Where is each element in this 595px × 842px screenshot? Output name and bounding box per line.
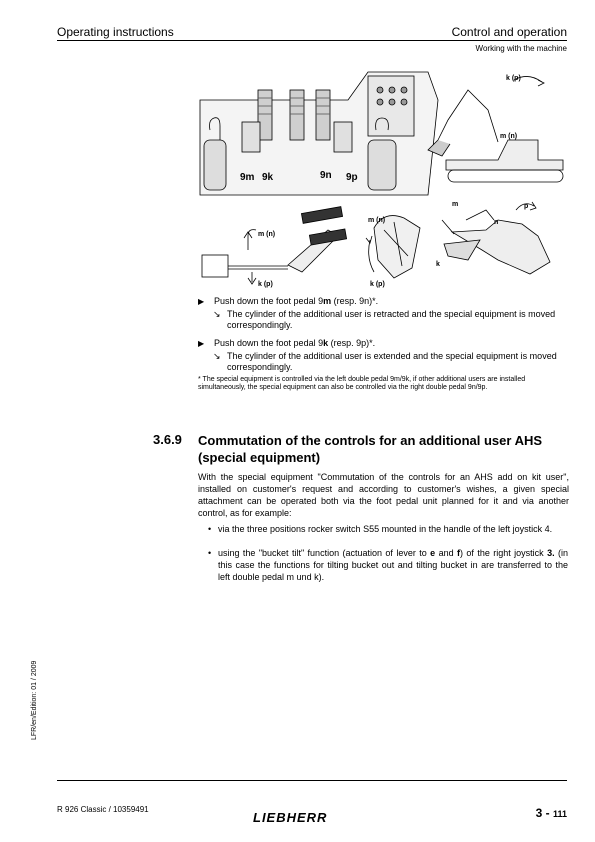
section-title: Commutation of the controls for an additional user AHS (special equipment): [198, 433, 543, 465]
edition-side-text: LFR/en/Edition: 01 / 2009: [31, 660, 38, 740]
label-m-right: m: [452, 201, 459, 208]
footnote: * The special equipment is controlled via the left double pedal 9m/9k, if other additional users are installed simultaneously, the special equipment can also be controlled via the right double pedal 9n/9p.: [198, 376, 526, 391]
list-item: • using the "bucket tilt" function (actuation of lever to e and f) of the right joystick 3. (in this case the functions for tilting bucket out and tilting bucket in are transferred to the left double pedal m und k).: [208, 548, 568, 582]
label-mn-top: m (n): [500, 133, 518, 140]
header-subtitle: Working with the machine: [475, 44, 567, 53]
list-item: • via the three positions rocker switch S55 mounted in the handle of the left joystick 4.: [208, 524, 553, 534]
header-rule: [57, 40, 567, 41]
step-2-action: ▶ Push down the foot pedal 9k (resp. 9p)*.: [198, 338, 376, 348]
label-n-right: n: [494, 219, 499, 226]
result-arrow-icon: ↘: [213, 351, 221, 361]
liebherr-logo: LIEBHERR: [253, 810, 328, 825]
section-number: 3.6.9: [153, 432, 182, 447]
header-right-title: Control and operation: [451, 25, 567, 39]
label-kp-top: k (p): [506, 75, 521, 82]
label-9m: 9m: [240, 172, 255, 183]
step-1-action: ▶ Push down the foot pedal 9m (resp. 9n)*.: [198, 296, 379, 306]
footer-rule: [57, 780, 567, 781]
triangle-bullet-icon: ▶: [198, 297, 205, 306]
page-number: 3 - 111: [535, 806, 567, 820]
label-k-right: k: [436, 261, 440, 268]
result-arrow-icon: ↘: [213, 309, 221, 319]
section-paragraph: With the special equipment "Commutation of the controls for an AHS add on kit user", installed on customer's request and according to customer's wishes, a given special attachment can be operated both via the foot pedal unit planned for it and via another control, as for example:: [198, 472, 569, 518]
label-kp-mid: k (p): [370, 281, 385, 288]
label-mn-mid: m (n): [368, 217, 386, 224]
label-9n: 9n: [320, 170, 332, 181]
header-left-title: Operating instructions: [57, 25, 174, 39]
label-p-right: p: [524, 203, 529, 210]
triangle-bullet-icon: ▶: [198, 339, 205, 348]
label-9k: 9k: [262, 172, 274, 183]
label-kp-left: k (p): [258, 281, 273, 288]
label-mn-left: m (n): [258, 231, 276, 238]
bullet-dot-icon: •: [208, 524, 212, 534]
footer-model: R 926 Classic / 10359491: [57, 805, 149, 814]
label-9p: 9p: [346, 172, 358, 183]
bullet-dot-icon: •: [208, 548, 212, 558]
foot-pedal-illustration: [198, 60, 570, 288]
